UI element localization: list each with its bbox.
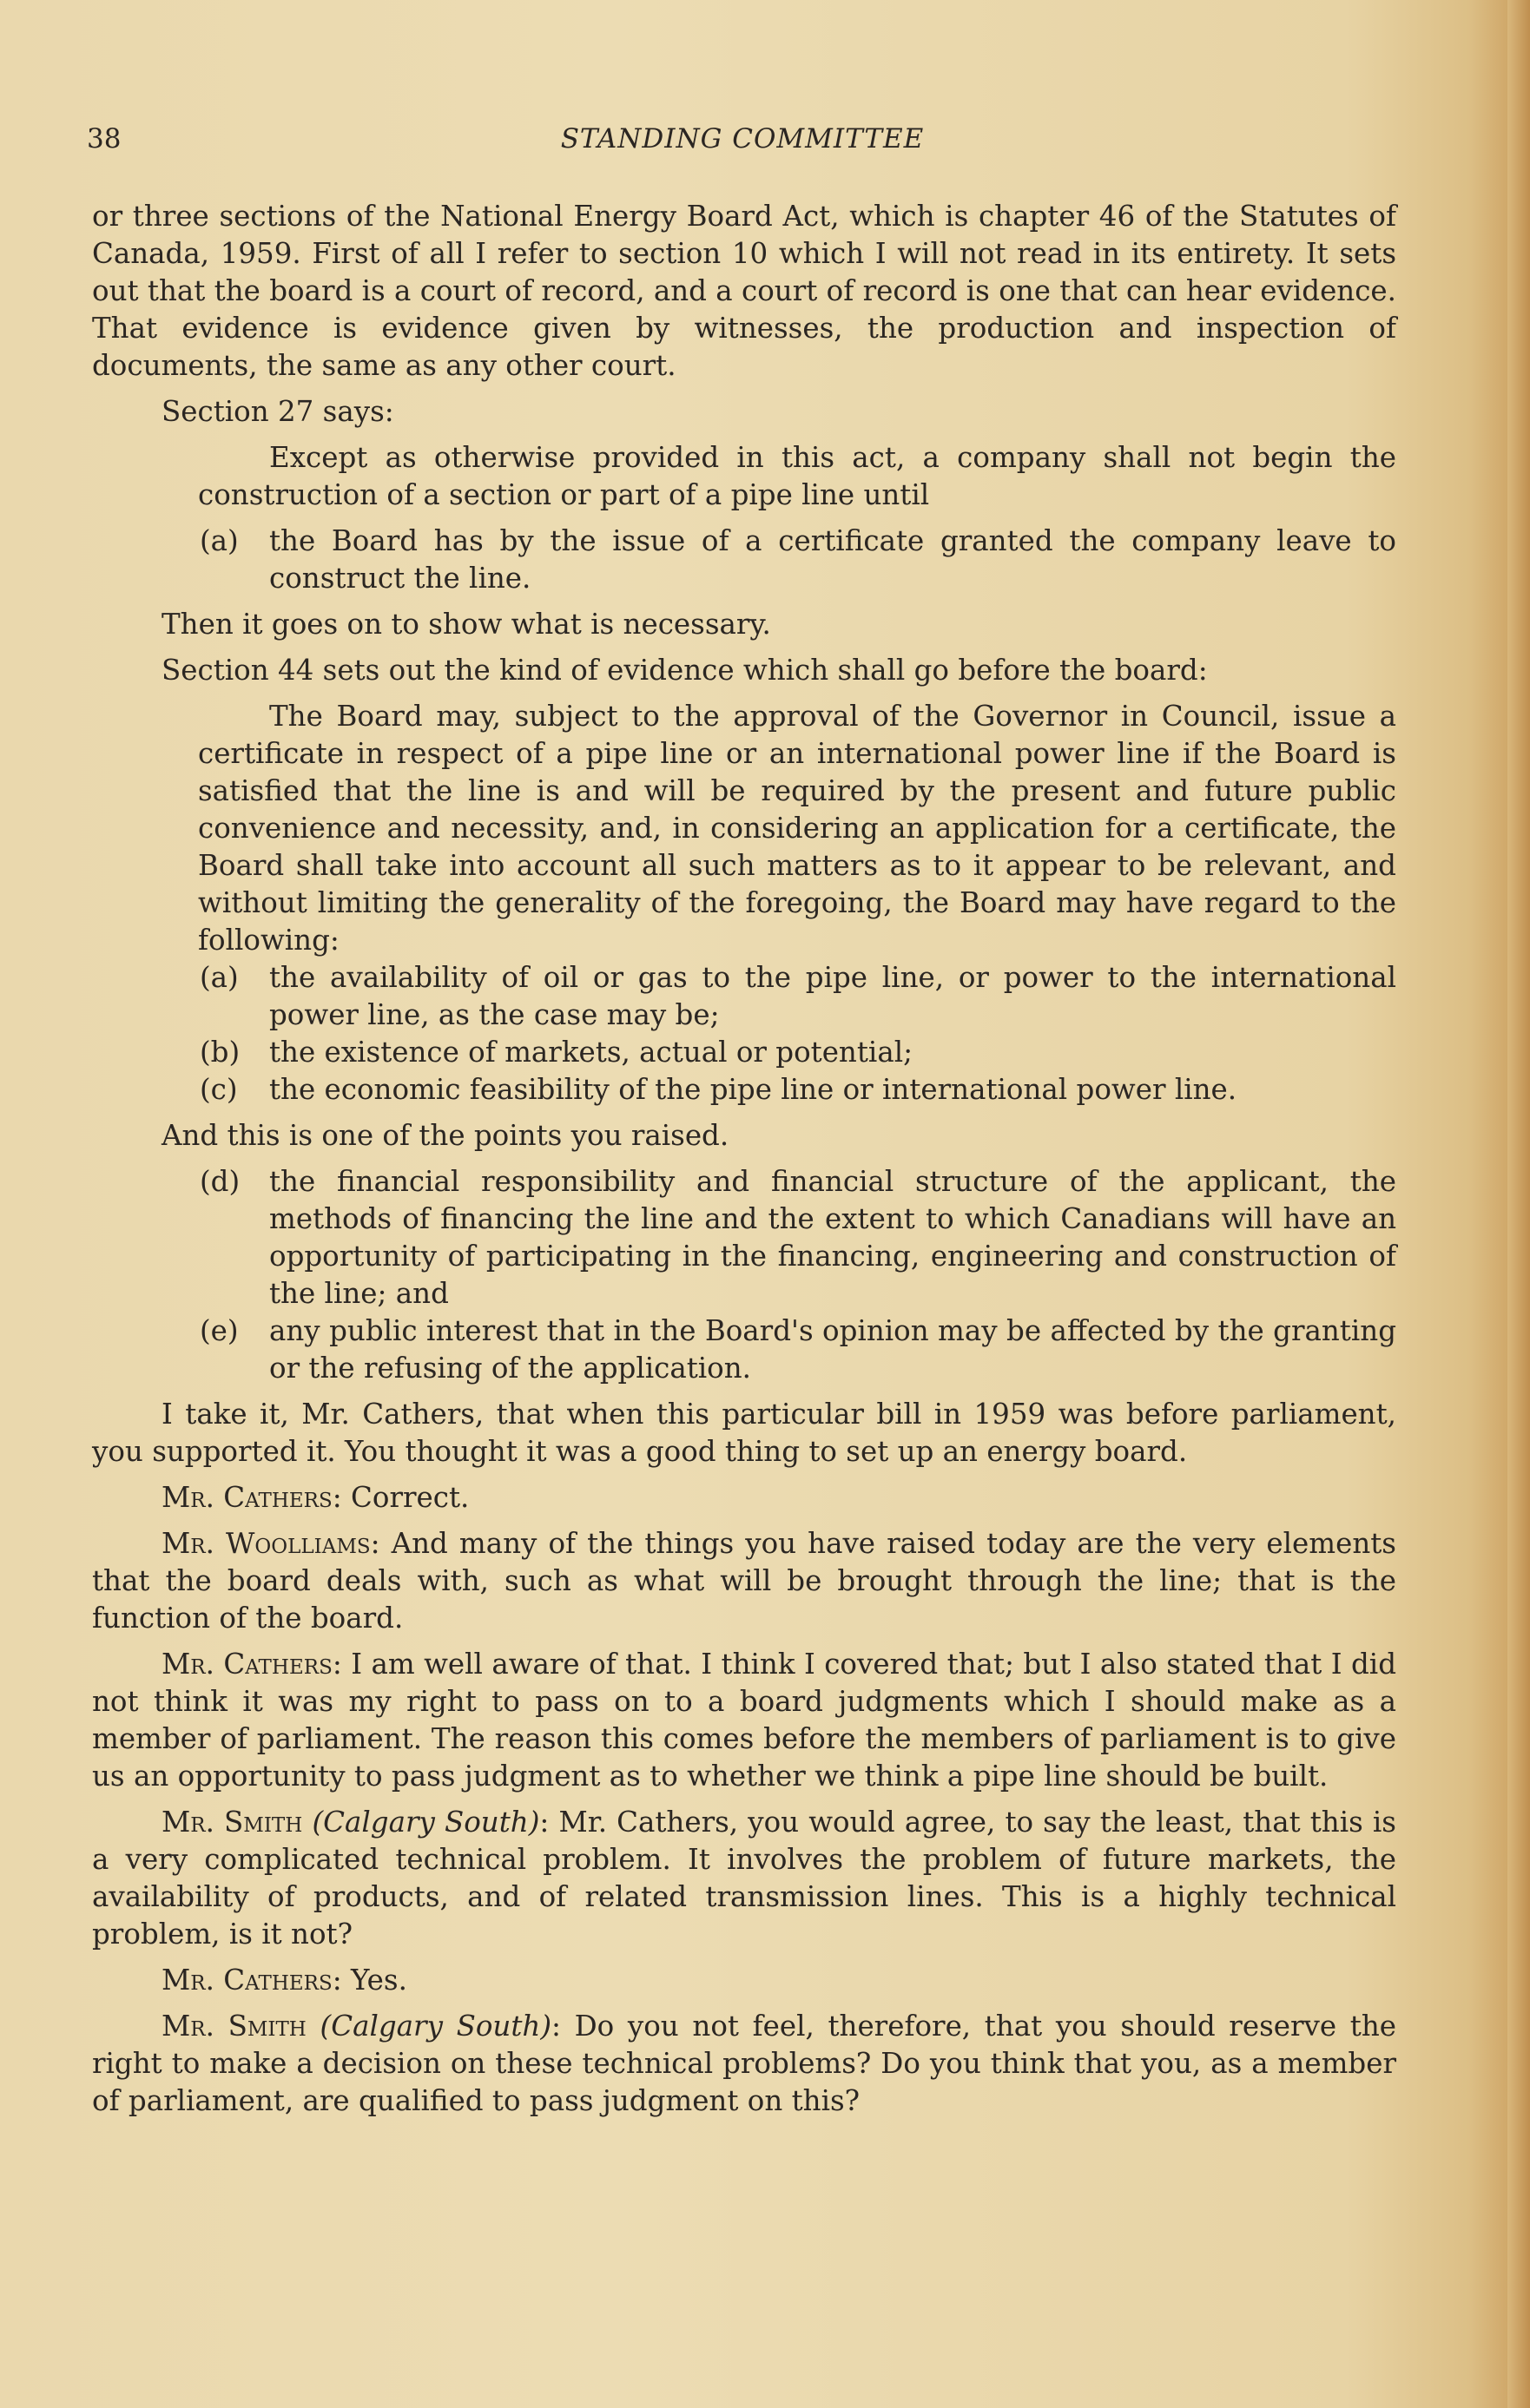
item-label: (a) [200,524,239,557]
speaker-name: Mr. Cathers: [162,1481,342,1514]
speaker-turn [92,1804,1396,1953]
speaker-riding: (Calgary South) [320,2010,552,2043]
statute-item [92,1071,1396,1109]
speaker-turn [92,2008,1396,2120]
speaker-name: Mr. Smith [162,2010,307,2043]
speaker-name: Mr. Cathers: [162,1648,342,1681]
item-text: any public interest that in the Board's opinion may be affected by the granting or the refusing of the application. [269,1314,1396,1385]
speaker-turn [92,1646,1396,1795]
speech-text: : Do you not feel, therefore, that you should reserve the right to make a decision on these technical problems? Do you think that you, as a member of parliament, are qualified to pass judgment on this? [92,2010,1396,2117]
statute-item [92,1163,1396,1313]
speech-text: And many of the things you have raised today are the very elements that the board deals with, such as what will be brought through the line; that is the function of the board. [92,1527,1396,1635]
item-text: the availability of oil or gas to the pipe line, or power to the international power line, as the case may be; [269,961,1396,1031]
running-title: STANDING COMMITTEE [560,123,925,155]
paragraph: And this is one of the points you raised. [162,1119,729,1152]
item-label: (e) [200,1314,239,1347]
speech-text: : Mr. Cathers, you would agree, to say the least, that this is a very complicated technical problem. It involves the problem of future markets, the availability of products, and of related transmission lines. This is a highly technical problem, is it not? [92,1806,1396,1951]
paragraph: Then it goes on to show what is necessary. [162,608,771,641]
speaker-riding: (Calgary South) [312,1806,540,1839]
speech-text: I am well aware of that. I think I covered that; but I also stated that I did not think it was my right to pass on to a board judgments which I should make as a member of parliament. The reason this comes before the members of parliament is to give us an opportunity to pass judgment as to whether we think a pipe line should be built. [92,1648,1396,1793]
item-text: the economic feasibility of the pipe line or international power line. [269,1073,1237,1106]
paragraph: I take it, Mr. Cathers, that when this particular bill in 1959 was before parliament, you supported it. You thought it was a good thing to set up an energy board. [92,1398,1396,1468]
item-label: (a) [200,961,239,994]
quoted-statute: Except as otherwise provided in this act, a company shall not begin the construction of a section or part of a pipe line until [198,441,1396,511]
statute-item [92,1034,1396,1071]
quoted-statute: The Board may, subject to the approval of the Governor in Council, issue a certificate in respect of a pipe line or an international power line if the Board is satisfied that the line is and will be required by the present and future public convenience and necessity, and, in considering an application for a certificate, the Board shall take into account all such matters as to it appear to be relevant, and without limiting the generality of the foregoing, the Board may have regard to the following: [198,700,1396,957]
speech-text: Yes. [351,1964,407,1997]
statute-item [92,1313,1396,1387]
item-label: (b) [200,1036,241,1069]
item-text: the Board has by the issue of a certificate granted the company leave to construct the line. [269,524,1396,595]
statute-item [92,959,1396,1034]
page-body [92,198,1396,2128]
speaker-name: Mr. Woolliams: [162,1527,380,1560]
paragraph: Section 27 says: [162,395,394,428]
item-text: the financial responsibility and financial structure of the applicant, the methods of financing the line and the extent to which Canadians will have an opportunity of participating in the financing, engineering and construction of the line; and [269,1165,1396,1310]
paragraph: Section 44 sets out the kind of evidence which shall go before the board: [162,654,1208,687]
speaker-turn [92,1525,1396,1637]
paragraph: or three sections of the National Energy Board Act, which is chapter 46 of the Statutes of Canada, 1959. First of all I refer to section 10 which I will not read in its entirety. It sets out that the board is a court of record, and a court of record is one that can hear evidence. That evidence is evidence given by witnesses, the production and inspection of documents, the same as any other court. [92,200,1396,382]
speaker-name: Mr. Smith [162,1806,303,1839]
speaker-name: Mr. Cathers: [162,1964,342,1997]
item-label: (d) [200,1165,241,1198]
speech-text: Correct. [351,1481,470,1514]
page-header [87,123,1398,161]
item-text: the existence of markets, actual or potential; [269,1036,913,1069]
item-label: (c) [200,1073,238,1106]
page-edge [1507,0,1530,2408]
speaker-turn [92,1962,1396,1999]
page-number: 38 [87,123,122,155]
speaker-turn [92,1479,1396,1517]
statute-item [92,523,1396,597]
